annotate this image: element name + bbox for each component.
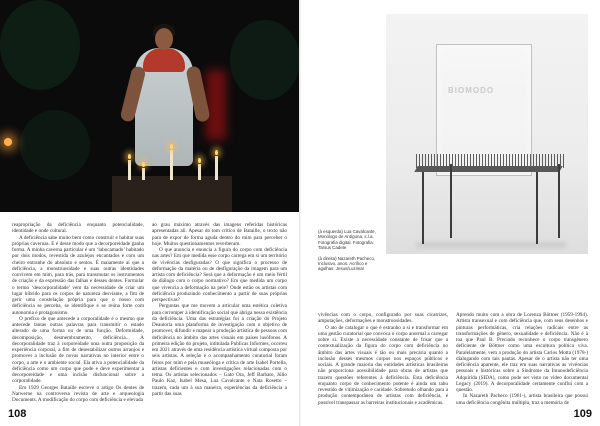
body-column-4 bbox=[456, 312, 588, 414]
paragraph: vivências com o corpo, configurado por suas cicatrizes, amputações, deformações e monstruosidades. bbox=[318, 312, 448, 325]
paragraph: reapropriação da deficiência enquanto potencialidade, identidade e onde cultural. bbox=[12, 222, 144, 235]
candle bbox=[170, 150, 173, 180]
candle-flame bbox=[198, 158, 201, 163]
red-cloth bbox=[206, 70, 226, 140]
paragraph: O ato de catalogar o que é estranho a si e transformar em uma gestão curatorial que convoca o corpo anormal a carregar sobre si. Existe a necessidade constante de frisar que a contextualização da figura do corpo com deficiência no âmbito das artes visuais é tão ou mais precária quanto a inclusão desses mesmos corpos nos espaços públicos e sociais. A grande maioria das entidades artísticas brasileiras não proporciona acessibilidade para obras de artistas que trazem questões referentes à deficiência. Esta deficiência enquanto corpo de conhecimento potente é ainda um tabu revestido de vitimização e caridade. Sobretudo olhando para a produção contemporânea de artistas com deficiência, é possível transpassar as barreiras institucionais e acadêmicas. bbox=[318, 324, 448, 406]
altar-table bbox=[112, 176, 232, 212]
foliage bbox=[0, 0, 80, 90]
chair-photograph bbox=[386, 14, 588, 254]
candle bbox=[142, 168, 145, 180]
page-gutter bbox=[299, 0, 301, 426]
caption-right-image: (à direita) Nazareth Pacheco, Inclusivo, anos. Acrílico e agulhas. Jesus/Luzimar bbox=[318, 255, 376, 272]
candle-flame bbox=[170, 144, 173, 149]
paragraph: Aprendo muito com a obra de Lorenza Böttner (1959-1994). Artista transexual e com deficiência que, com seus desenhos e pinturas performáticas, cria relações radicais entre as transformações de gênero, sexualidade e deficiência. Não é à toa que Paul B. Preciado reconhece o corpo transgênero deficiente de Böttner como uma escultura política viva. Paralelamente, vem a produção do artista Carlos Motta (1978-) dialogando com tais pautas. Apesar de o artista não ter uma deficiência aparente, ele traz em suas narrativas as vivências pessoais e históricas sobre a Síndrome da Imunodeficiência Adquirida (SIDA), como pode ser visto no vídeo documental Legacy (2019). A decorporalidade certamente confluí com a questão. bbox=[456, 312, 588, 393]
figure-head bbox=[155, 28, 173, 50]
chair-leg bbox=[558, 164, 560, 238]
paragraph: A deficiência sabe muito bem como construir e habitar suas próprias cavernas. E é desse modo que a decorporeidade ganha forma. A minha caverna particular é um ‘labocamado’ habitado por dois modos, revestida de azulejos encantados e com um cheiro entranhe do absoluto e sentos. É maiamente aí que a deficiência, a monstruosidade e suas outras identidades convivem em mim, para trás, para transmutar os instrumentos de criação e da expressão das falhas e desses dentes. Formular o termo ‘descorporalidade’ vem da necessidade de criar um lugar híbrido para os corpos de natureza desviante, a fim de gerir uma constelação própria para que o nosso com deficiência se perceba, se identifique e se reúna forte com autonomia e protagonismo. bbox=[12, 234, 144, 316]
chair-leg bbox=[422, 172, 424, 244]
paragraph: In Nazareth Pacheco (1961-), artista brasileira que possui uma deficiência congênita múltipla, traz a memória de bbox=[456, 393, 588, 406]
chair-leg bbox=[536, 172, 538, 244]
page-number-left: 108 bbox=[8, 408, 27, 420]
page-number-right: 109 bbox=[573, 408, 592, 420]
body-column-2 bbox=[152, 222, 287, 414]
candle bbox=[198, 164, 201, 180]
paragraph: Em 1929 Georges Bataille escreve o artigo Os dentes de Narwerne na controversa revista de arte e arqueologia Documents. A modificação do corpo com deficiência e elevada bbox=[12, 384, 144, 403]
image-captions bbox=[318, 229, 382, 277]
caption-left-image: (à esquerda) Lua Cavalcante, Monólogo de Antígona, s.l.a. Fotografia digital. Fotografia: Tarsus Cadete bbox=[318, 229, 376, 251]
chair-leg bbox=[450, 164, 452, 238]
candle bbox=[215, 156, 218, 180]
body-column-1 bbox=[12, 222, 144, 414]
candle bbox=[128, 160, 131, 180]
chair-seat bbox=[414, 166, 562, 172]
paragraph: Perguntas que me movem a articular uma estética coletiva para corromper à identificação social que abriga nessa existência da deficiência. Uma das estratégias foi a criação do Projeto Deautoria uma plataforma de investigação com o objetivo de promover, difundir e mapear a produção artística de pessoas com deficiência no âmbito das artes visuais em países lusófonos. A primeira edição do projeto, intitulada Publicas Informes, ocorreu em 2021 através de uma residência artística virtual composta por seis artistas. A seleção e o acompanhamento curatorial foram feitos por mim e pela museóloga e crítica de arte Isabel Portella, artistas deficientes e com investigações relacionadas com o tema. Os artistas selecionados – Gato Ora, Jeff Barbato, Júlio Paulo Kaz, Isabel Mesa, Lua Cavalcante e Nata Rosetto – trazem, cada um à sua maneira, experiências da deficiência a partir das suas bbox=[152, 303, 287, 397]
ritual-photograph bbox=[0, 0, 299, 212]
body-column-3 bbox=[318, 312, 448, 414]
chair-engraved-word: BIOMODO bbox=[448, 86, 495, 95]
figure-red-top bbox=[143, 48, 185, 72]
candle-flame bbox=[215, 150, 218, 155]
paragraph: O que anuncia e enuncia a figura do corpo com deficiência nas artes? Em que medida esse corpo carrega em si um território de vivências desfiguradas? O que significa o processo de deformação da matéria ou de desfiguração da imagem para um artista com deficiência? Será que a deformação é um meio fértil de diálogo com o corpo normativo? Em que medida um corpo que vivencia a deformação na pele? Onde estão os artistas com deficiência produzindo conhecimento a partir de suas próprias perspectivas? bbox=[152, 247, 287, 303]
paragraph: ao grau máximo através das imagens referidas históricas apresentadas ali. Apesar do tom crítico de Bataille, o texto não para de expor de forma aguda dentro do mim para perceber o hoje. Muitos questionamentos reverberam. bbox=[152, 222, 287, 247]
floor-shadow bbox=[416, 242, 566, 248]
candle-flame bbox=[142, 162, 145, 167]
foliage bbox=[20, 110, 90, 180]
lamp-light bbox=[4, 138, 12, 146]
candle-flame bbox=[128, 154, 131, 159]
foliage bbox=[230, 20, 299, 100]
paragraph: O prefixo de que antecede a corporalidade é o mesmo que antecede tantas outras palavras para transmitir o estado alterado de uma forma ou de uma função. Deformidade, decomposição, desmembramento, deficiência... A decorporalidade traz à corporeidade uma outra proposição da experiência corporal, a fim de desestabilizar outros arranjos e promover a inclusão de novas narrativas no interior entre o corpo, a arte e o ambiente social. Ela ativa a potencialidade da deficiência como um corpo que pode e deve experimentar a decorporeidade e uma incisão disfuncional sobre a corporalidade. bbox=[12, 315, 144, 385]
